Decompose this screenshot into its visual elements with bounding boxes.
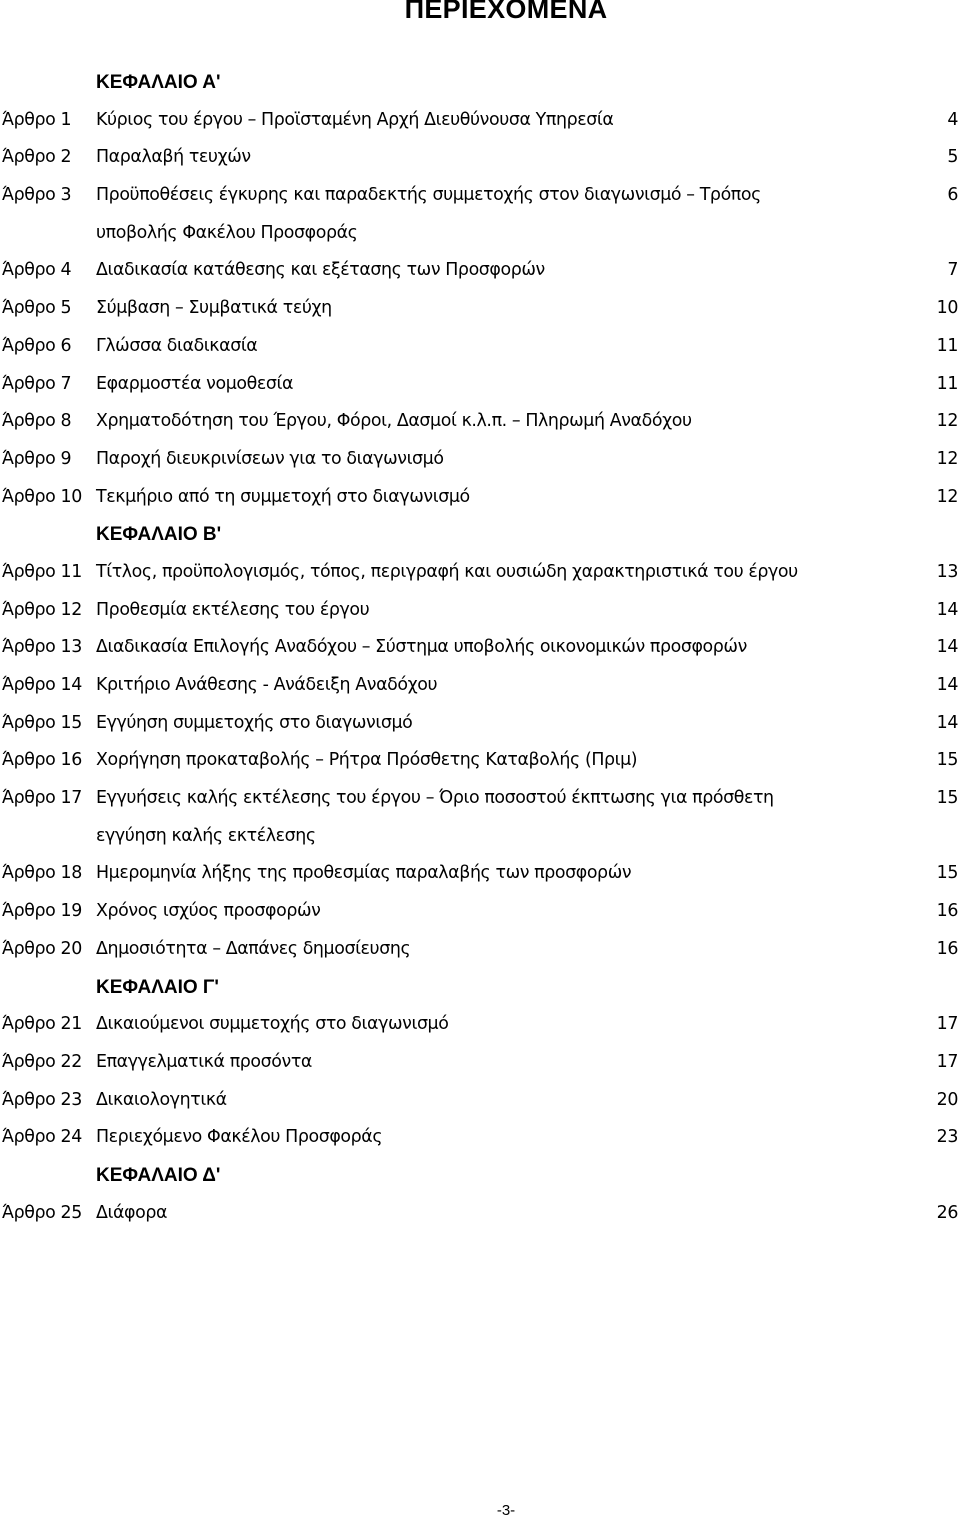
article-number: Άρθρο 11 — [2, 561, 82, 582]
toc-entry[interactable] — [0, 177, 960, 252]
article-title: Προθεσμία εκτέλεσης του έργου — [96, 599, 370, 620]
toc-entry[interactable] — [0, 705, 960, 743]
article-number: Άρθρο 18 — [2, 863, 82, 884]
page-number: 12 — [936, 448, 958, 469]
chapter-heading: ΚΕΦΑΛΑΙΟ Δ' — [96, 1164, 221, 1186]
toc-entry[interactable] — [0, 403, 960, 441]
page-number: 7 — [947, 260, 958, 281]
page-number: 14 — [936, 712, 958, 733]
toc-entry[interactable] — [0, 742, 960, 780]
page-number: 16 — [936, 938, 958, 959]
article-title: Εφαρμοστέα νομοθεσία — [96, 373, 294, 394]
article-number: Άρθρο 6 — [2, 335, 72, 356]
page-number: 11 — [936, 335, 958, 356]
page-number: 12 — [936, 486, 958, 507]
article-number: Άρθρο 25 — [2, 1202, 82, 1223]
article-title: Χρόνος ισχύος προσφορών — [96, 901, 321, 922]
page-number: 10 — [936, 298, 958, 319]
article-number: Άρθρο 12 — [2, 599, 82, 620]
page-number: 20 — [936, 1089, 958, 1110]
article-number: Άρθρο 13 — [2, 637, 82, 658]
article-number: Άρθρο 1 — [2, 109, 72, 130]
page-title: ΠΕΡΙΕΧΟΜΕΝΑ — [404, 0, 608, 24]
toc-entry[interactable] — [0, 780, 960, 855]
page-number: 14 — [936, 599, 958, 620]
article-number: Άρθρο 20 — [2, 938, 82, 959]
article-number: Άρθρο 24 — [2, 1127, 82, 1148]
article-title: υποβολής Φακέλου Προσφοράς — [96, 222, 358, 243]
article-title: Κύριος του έργου – Προϊσταμένη Αρχή Διευθύνουσα Υπηρεσία — [96, 109, 614, 130]
article-title: Δικαιούμενοι συμμετοχής στο διαγωνισμό — [96, 1014, 449, 1035]
toc-entry[interactable] — [0, 1119, 960, 1157]
page-number: 17 — [936, 1051, 958, 1072]
article-number: Άρθρο 14 — [2, 675, 82, 695]
toc-entry[interactable] — [0, 252, 960, 290]
article-title: Προϋποθέσεις έγκυρης και παραδεκτής συμμετοχής στον διαγωνισμό – Τρόπος — [96, 185, 761, 206]
article-title: Δικαιολογητικά — [96, 1089, 227, 1110]
page-number: 5 — [947, 147, 958, 168]
page-number: 4 — [947, 109, 958, 130]
toc-entry[interactable] — [0, 479, 960, 517]
article-title: Ημερομηνία λήξης της προθεσμίας παραλαβής των προσφορών — [96, 863, 632, 884]
article-number: Άρθρο 23 — [2, 1089, 82, 1110]
toc-entry[interactable] — [0, 366, 960, 404]
page-number: 15 — [936, 788, 958, 809]
article-number: Άρθρο 4 — [2, 260, 72, 281]
toc-entry[interactable] — [0, 931, 960, 969]
toc-entry[interactable] — [0, 102, 960, 140]
toc-entry[interactable] — [0, 328, 960, 366]
toc-entry[interactable] — [0, 290, 960, 328]
chapter-heading: ΚΕΦΑΛΑΙΟ Α' — [96, 72, 221, 93]
page-number-footer: -3- — [496, 1502, 516, 1519]
article-number: Άρθρο 17 — [2, 788, 82, 809]
article-title: Εγγύηση συμμετοχής στο διαγωνισμό — [96, 712, 413, 733]
toc-entry[interactable] — [0, 1195, 960, 1233]
page-number: 6 — [947, 185, 958, 206]
article-title: Εγγυήσεις καλής εκτέλεσης του έργου – Όριο ποσοστού έκπτωσης για πρόσθετη — [96, 788, 774, 809]
page-number: 17 — [936, 1014, 958, 1035]
page-number: 12 — [936, 411, 958, 432]
article-title: εγγύηση καλής εκτέλεσης — [96, 825, 316, 846]
page-number: 26 — [936, 1202, 958, 1223]
article-number: Άρθρο 16 — [2, 750, 82, 771]
article-title: Σύμβαση – Συμβατικά τεύχη — [96, 298, 332, 319]
article-title: Δημοσιότητα – Δαπάνες δημοσίευσης — [96, 938, 411, 959]
article-title: Επαγγελματικά προσόντα — [96, 1051, 312, 1072]
article-number: Άρθρο 7 — [2, 373, 72, 394]
article-number: Άρθρο 8 — [2, 411, 72, 432]
article-title: Διαδικασία κατάθεσης και εξέτασης των Προσφορών — [96, 260, 545, 281]
toc-entry[interactable] — [0, 592, 960, 630]
page-number: 15 — [936, 750, 958, 771]
article-number: Άρθρο 21 — [2, 1014, 82, 1035]
article-number: Άρθρο 5 — [2, 298, 72, 319]
toc-entry[interactable] — [0, 629, 960, 667]
article-title: Χρηματοδότηση του Έργου, Φόροι, Δασμοί κ.λ.π. – Πληρωμή Αναδόχου — [96, 411, 692, 432]
page-number: 13 — [936, 561, 958, 582]
article-title: Κριτήριο Ανάθεσης - Ανάδειξη Αναδόχου — [96, 675, 438, 695]
article-number: Άρθρο 9 — [2, 448, 72, 469]
table-of-contents — [0, 64, 960, 1232]
article-title: Παραλαβή τευχών — [96, 147, 251, 168]
toc-entry[interactable] — [0, 1082, 960, 1120]
toc-entry[interactable] — [0, 667, 960, 705]
toc-entry[interactable] — [0, 1006, 960, 1044]
page-number: 14 — [936, 637, 958, 658]
chapter-heading: ΚΕΦΑΛΑΙΟ Β' — [96, 524, 222, 546]
page-number: 15 — [936, 863, 958, 884]
toc-entry[interactable] — [0, 855, 960, 893]
toc-entry[interactable] — [0, 139, 960, 177]
article-number: Άρθρο 15 — [2, 712, 82, 733]
page-number: 11 — [936, 373, 958, 394]
article-title: Περιεχόμενο Φακέλου Προσφοράς — [96, 1127, 383, 1148]
page-number: 23 — [936, 1127, 958, 1148]
article-title: Γλώσσα διαδικασία — [96, 335, 258, 356]
article-title: Διαδικασία Επιλογής Αναδόχου – Σύστημα υποβολής οικονομικών προσφορών — [96, 637, 747, 658]
toc-entry[interactable] — [0, 893, 960, 931]
article-number: Άρθρο 2 — [2, 147, 72, 168]
article-title: Τίτλος, προϋπολογισμός, τόπος, περιγραφή και ουσιώδη χαρακτηριστικά του έργου — [96, 561, 798, 582]
article-title: Διάφορα — [96, 1202, 168, 1223]
chapter-heading: ΚΕΦΑΛΑΙΟ Γ' — [96, 976, 219, 998]
article-number: Άρθρο 22 — [2, 1051, 82, 1072]
page-number: 16 — [936, 901, 958, 922]
article-title: Παροχή διευκρινίσεων για το διαγωνισμό — [96, 448, 444, 469]
article-title: Τεκμήριο από τη συμμετοχή στο διαγωνισμό — [96, 486, 470, 507]
article-number: Άρθρο 3 — [2, 185, 72, 206]
article-number: Άρθρο 19 — [2, 901, 82, 922]
article-title: Χορήγηση προκαταβολής – Ρήτρα Πρόσθετης Καταβολής (Πριμ) — [96, 750, 638, 771]
article-number: Άρθρο 10 — [2, 486, 82, 507]
toc-entry[interactable] — [0, 441, 960, 479]
page-number: 14 — [936, 675, 958, 695]
toc-entry[interactable] — [0, 1044, 960, 1082]
toc-entry[interactable] — [0, 554, 960, 592]
